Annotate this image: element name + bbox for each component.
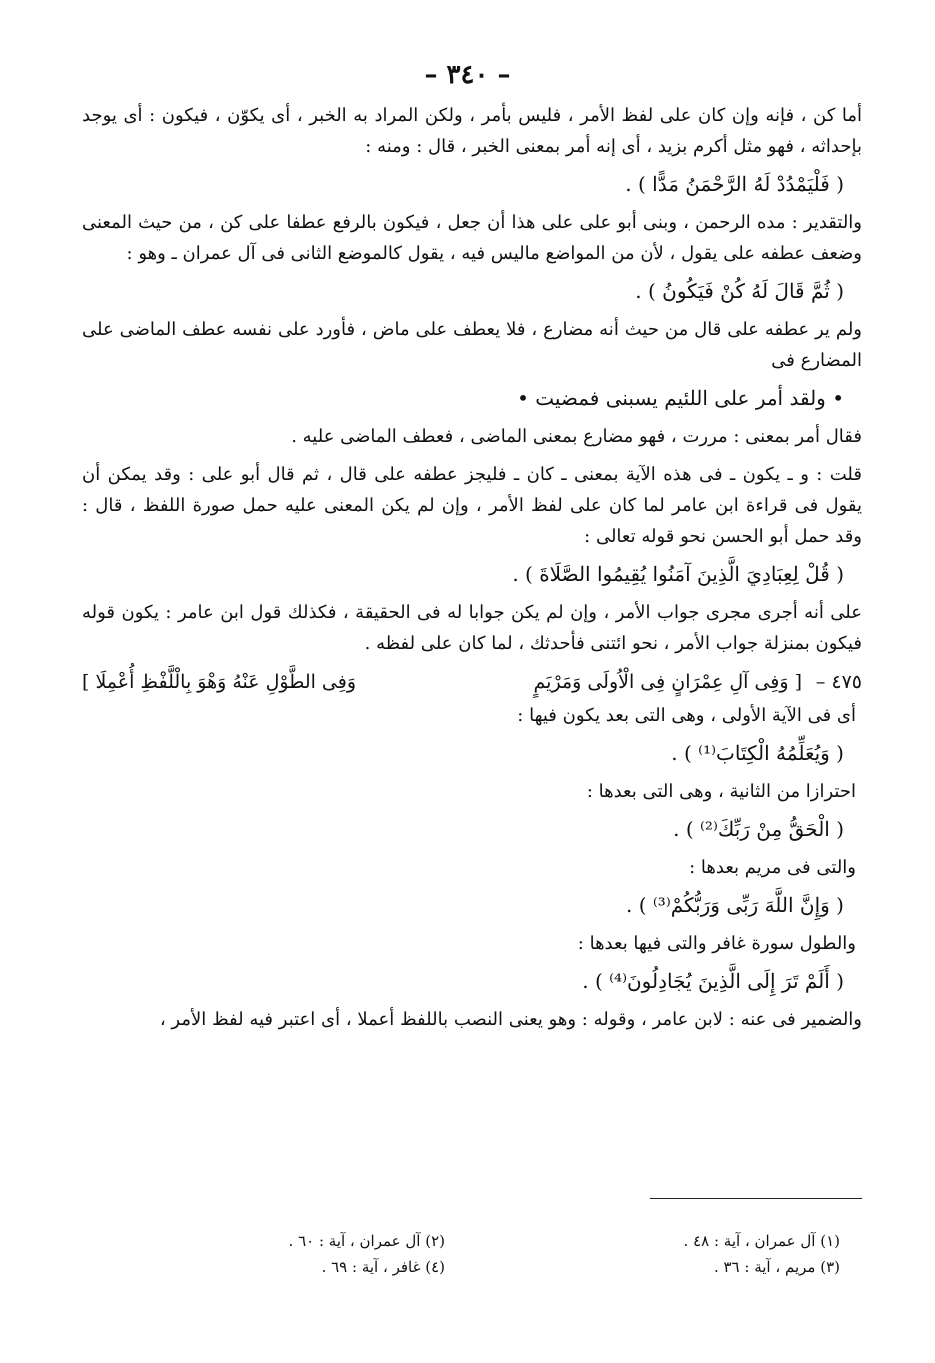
quran-quote: ( ثُمَّ قَالَ لَهُ كُنْ فَيَكُونُ ) . — [635, 279, 844, 303]
page-number: – ٣٤٠ – — [424, 60, 511, 90]
verse-hemistich-right: [ وَفِى آلِ عِمْرَانٍ فِى الْاُولَى وَمَرْيَمٍ — [533, 671, 802, 693]
paragraph: والضمير فى عنه : لابن عامر ، وقوله : وهو يعنى النصب باللفظ أعملا ، أى اعتبر فيه لفظ الأمر ، — [159, 1009, 862, 1030]
verse-number: ٤٧٥ – — [815, 671, 862, 693]
footnote: (٣) مريم ، آية : ٣٦ . — [713, 1258, 840, 1276]
quran-quote: ( قُلْ لِعِبَادِيَ الَّذِينَ آمَنُوا يُقِيمُوا الصَّلَاةَ ) . — [512, 562, 844, 586]
verse-hemistich-left: وَفِى الطَّوْلِ عَنْهُ وَهْوَ بِالْلَّفْظِ أُعْمِلَا ] — [82, 671, 357, 693]
paragraph: والطول سورة غافر والتى فيها بعدها : — [577, 933, 856, 954]
paragraph: فقال أمر بمعنى : مررت ، فهو مضارع بمعنى الماضى ، فعطف الماضى عليه . — [291, 426, 862, 447]
paragraph: والتقدير : مده الرحمن ، وبنى أبو على على هذا أن جعل ، فيكون بالرفع عطفا على كن ، من حيث المعنى وضعف عطفه على يقول ، لأن من المواضع ماليس فيه ، يقول كالموضع الثانى فى آل عمران ـ وهو : — [82, 212, 862, 264]
quran-quote: ( وَإِنَّ اللَّهَ رَبِّى وَرَبُّكُمْ⁽³⁾ ) . — [625, 893, 844, 917]
quran-quote: ( وَيُعَلِّمُهُ الْكِتَابَ⁽¹⁾ ) . — [671, 741, 844, 765]
paragraph: أما كن ، فإنه وإن كان على لفظ الأمر ، فليس بأمر ، ولكن المراد به الخبر ، أى يكوّن ، فيكون : أى يوجد بإحداثه ، فهو مثل أكرم بزيد ، أى إنه أمر بمعنى الخبر ، قال : ومنه : — [82, 105, 862, 157]
footnote: (٤) غافر ، آية : ٦٩ . — [321, 1258, 445, 1276]
page-body — [82, 100, 862, 1042]
quran-quote: ( فَلْيَمْدُدْ لَهُ الرَّحْمَنُ مَدًّا ) . — [625, 172, 844, 196]
poetry-quote: • ولقد أمر على اللئيم يسبنى فمضيت • — [517, 386, 844, 410]
paragraph: ولم ير عطفه على قال من حيث أنه مضارع ، فلا يعطف على ماض ، فأورد على نفسه عطف الماضى على المضارع فى — [82, 319, 862, 371]
footnotes-left-column — [215, 1228, 445, 1280]
paragraph: قلت : و ـ يكون ـ فى هذه الآية بمعنى ـ كان ـ فليجز عطفه على قال ، ثم قال أبو على : وقد يمكن أن يقول فى قراءة ابن عامر لما كان على لفظ الأمر ، وإن لم يكن المعنى عليه حمل صورة اللفظ ، قال : وقد حمل أبو الحسن نحو قوله تعالى : — [82, 464, 862, 547]
footnote: (٢) آل عمران ، آية : ٦٠ . — [288, 1232, 445, 1250]
footnote: (١) آل عمران ، آية : ٤٨ . — [683, 1232, 840, 1250]
paragraph: والتى فى مريم بعدها : — [689, 857, 856, 878]
quran-quote: ( الْحَقُّ مِنْ رَبِّكَ⁽²⁾ ) . — [673, 817, 844, 841]
paragraph: على أنه أجرى مجرى جواب الأمر ، وإن لم يكن جوابا له فى الحقيقة ، فكذلك قول ابن عامر : يكون قوله فيكون بمنزلة جواب الأمر ، نحو ائتنى فأحدثك ، لما كان على لفظه . — [82, 602, 862, 654]
paragraph: أى فى الآية الأولى ، وهى التى بعد يكون فيها : — [517, 705, 856, 726]
footnotes-right-column — [610, 1228, 840, 1280]
quran-quote: ( أَلَمْ تَرَ إِلَى الَّذِينَ يُجَادِلُونَ⁽⁴⁾ ) . — [582, 969, 844, 993]
paragraph: احترازا من الثانية ، وهى التى بعدها : — [586, 781, 856, 802]
poem-verse — [82, 667, 862, 698]
footnote-divider — [650, 1198, 862, 1199]
